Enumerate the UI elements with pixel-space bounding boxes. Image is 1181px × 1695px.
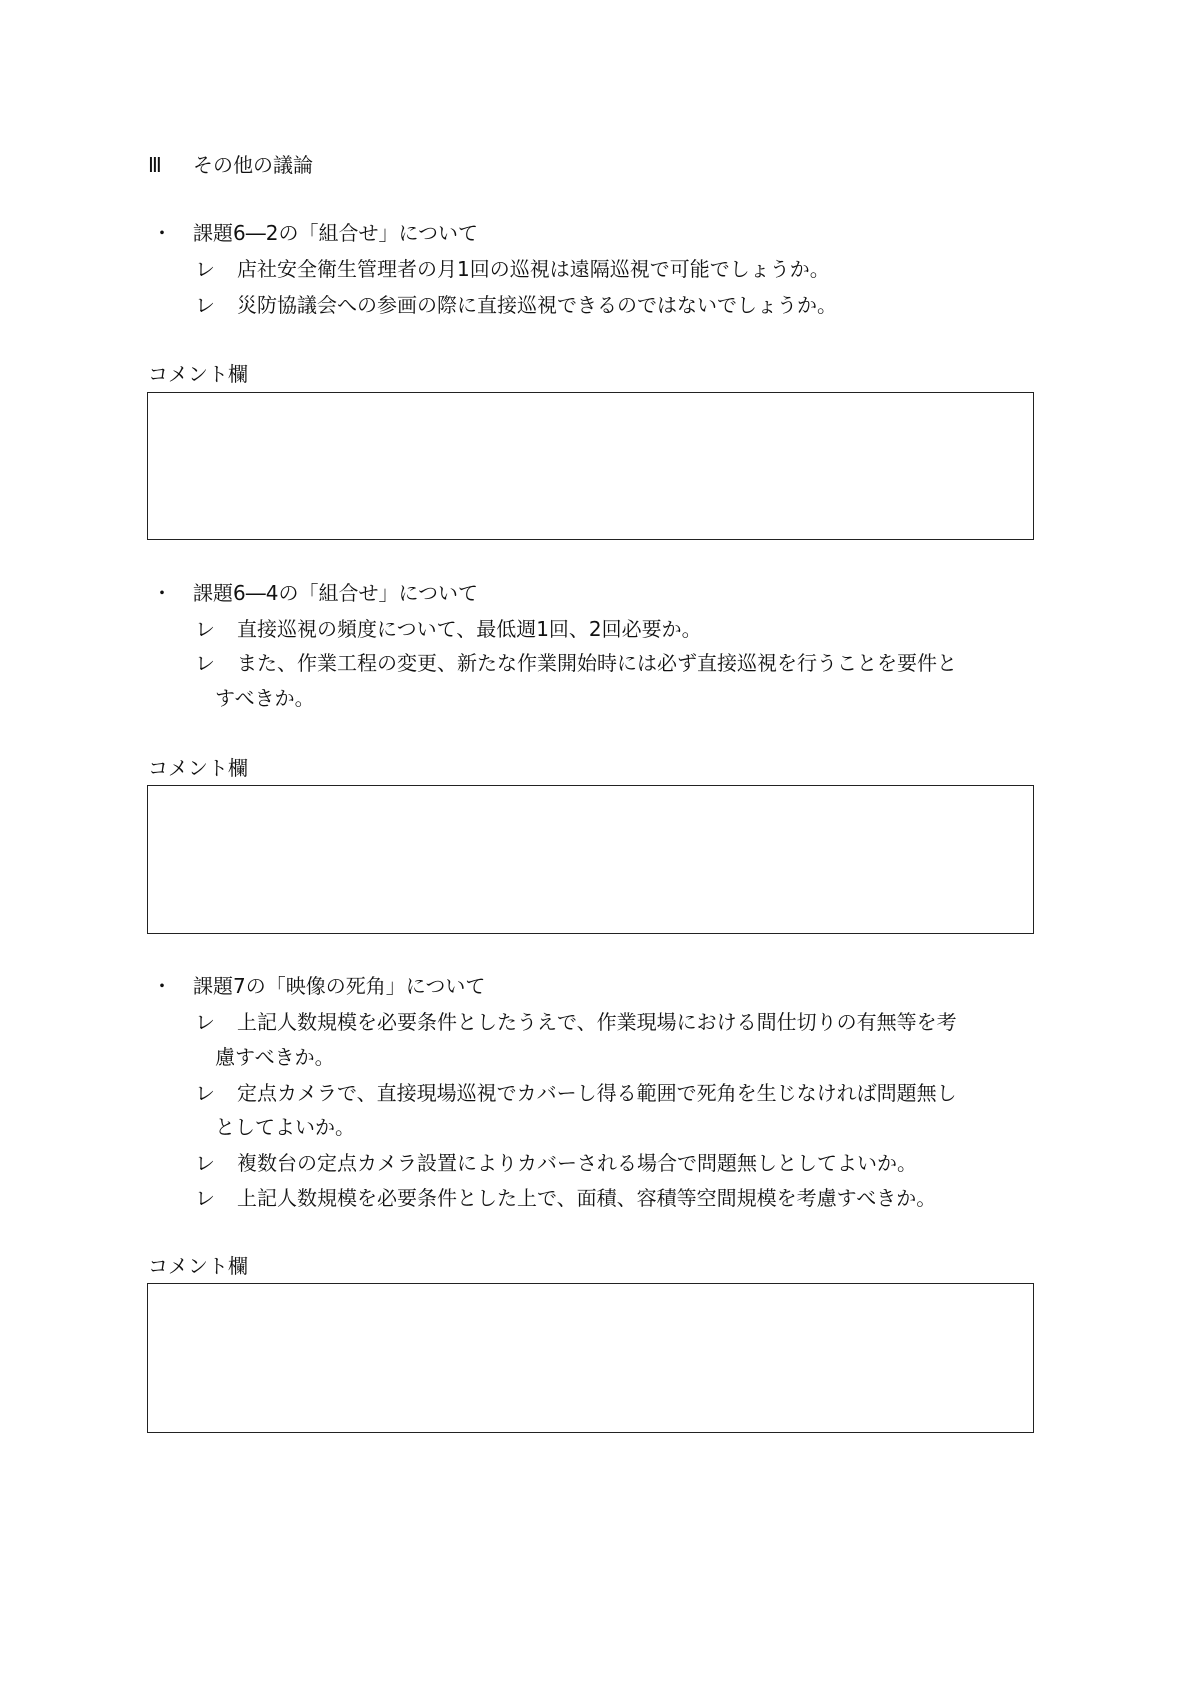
bullet: ・ <box>152 221 172 245</box>
comment-box[interactable] <box>147 785 1034 934</box>
check-mark: レ <box>195 617 215 641</box>
topic-item: 定点カメラで、直接現場巡視でカバーし得る範囲で死角を生じなければ問題無し <box>237 1081 957 1105</box>
topic-heading: 課題7の「映像の死角」について <box>193 974 486 998</box>
check-mark: レ <box>195 1010 215 1034</box>
topic-item: 直接巡視の頻度について、最低週1回、2回必要か。 <box>237 617 702 641</box>
check-mark: レ <box>195 1151 215 1175</box>
check-mark: レ <box>195 1081 215 1105</box>
topic-item: 複数台の定点カメラ設置によりカバーされる場合で問題無しとしてよいか。 <box>237 1151 917 1175</box>
topic-item: 上記人数規模を必要条件とした上で、面積、容積等空間規模を考慮すべきか。 <box>237 1186 937 1210</box>
topic-item-continuation: 慮すべきか。 <box>215 1045 335 1069</box>
topic-item: 災防協議会への参画の際に直接巡視できるのではないでしょうか。 <box>237 293 837 317</box>
topic-heading: 課題6―2の「組合せ」について <box>193 221 479 245</box>
section-number: Ⅲ <box>148 153 162 177</box>
comment-label: コメント欄 <box>148 362 248 386</box>
check-mark: レ <box>195 257 215 281</box>
check-mark: レ <box>195 1186 215 1210</box>
bullet: ・ <box>152 581 172 605</box>
topic-item-continuation: すべきか。 <box>215 686 315 710</box>
comment-label: コメント欄 <box>148 756 248 780</box>
topic-item-continuation: としてよいか。 <box>215 1115 355 1139</box>
topic-item: また、作業工程の変更、新たな作業開始時には必ず直接巡視を行うことを要件と <box>237 651 957 675</box>
check-mark: レ <box>195 651 215 675</box>
section-title: その他の議論 <box>193 153 313 177</box>
comment-box[interactable] <box>147 1283 1034 1433</box>
bullet: ・ <box>152 974 172 998</box>
check-mark: レ <box>195 293 215 317</box>
topic-heading: 課題6―4の「組合せ」について <box>193 581 479 605</box>
topic-item: 店社安全衛生管理者の月1回の巡視は遠隔巡視で可能でしょうか。 <box>237 257 830 281</box>
topic-item: 上記人数規模を必要条件としたうえで、作業現場における間仕切りの有無等を考 <box>237 1010 957 1034</box>
comment-box[interactable] <box>147 392 1034 540</box>
comment-label: コメント欄 <box>148 1254 248 1278</box>
